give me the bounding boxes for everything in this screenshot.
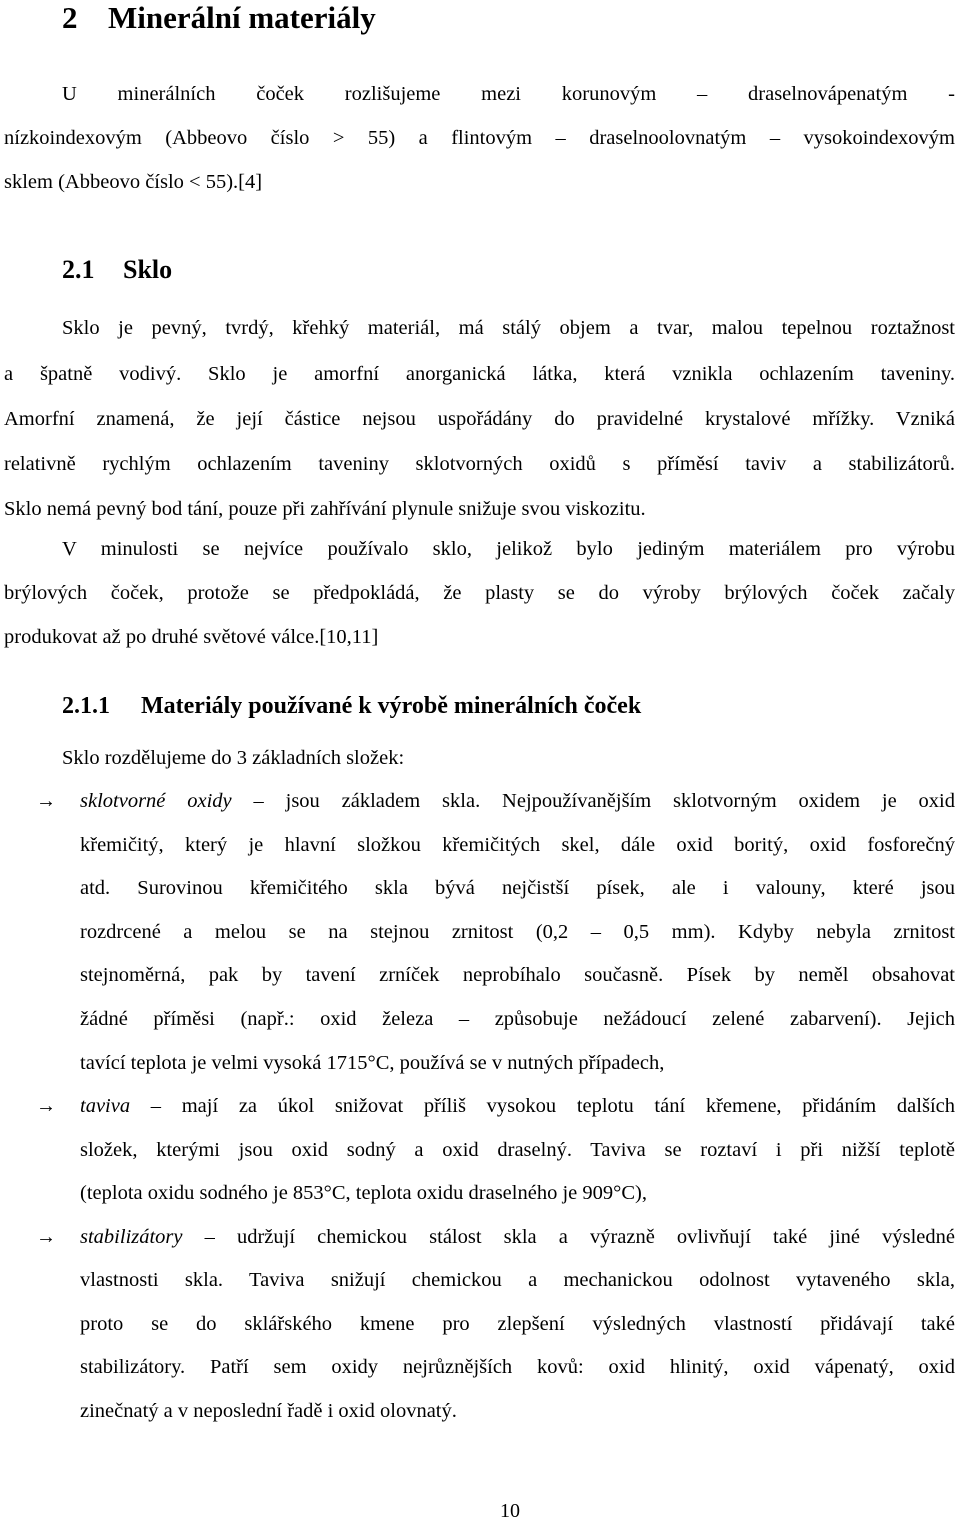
bullet-line: složek, kterými jsou oxid sodný a oxid draselný. Taviva se roztaví i při nižší teplotě bbox=[80, 1139, 955, 1161]
paragraph-line: Sklo je pevný, tvrdý, křehký materiál, má stálý objem a tvar, malou tepelnou roztažnost bbox=[62, 317, 955, 339]
bullet-line: stejnoměrná, pak by tavení zrníček neprobíhalo současně. Písek by neměl obsahovat bbox=[80, 964, 955, 986]
paragraph-line: Amorfní znamená, že její částice nejsou uspořádány do pravidelné krystalové mřížky. Vzniká bbox=[4, 408, 955, 430]
bullet-first-line bbox=[80, 1222, 955, 1252]
chapter-title: Minerální materiály bbox=[108, 0, 376, 35]
bullet-line: rozdrcené a melou se na stejnou zrnitost (0,2 – 0,5 mm). Kdyby nebyla zrnitost bbox=[80, 921, 955, 943]
bullet-line: zinečnatý a v neposlední řadě i oxid olovnatý. bbox=[80, 1400, 457, 1422]
chapter-heading bbox=[62, 0, 376, 38]
arrow-bullet-icon: → bbox=[36, 790, 56, 812]
paragraph-line: a špatně vodivý. Sklo je amorfní anorganická látka, která vznikla ochlazením taveniny. bbox=[4, 363, 955, 385]
bullet-line: křemičitý, který je hlavní složkou křemičitých skel, dále oxid boritý, oxid fosforečný bbox=[80, 834, 955, 856]
chapter-number: 2 bbox=[62, 0, 78, 35]
bullet-line: proto se do sklářského kmene pro zlepšení výsledných vlastností přidávají také bbox=[80, 1313, 955, 1335]
arrow-bullet-icon: → bbox=[36, 1226, 56, 1248]
bullet-line: tavící teplota je velmi vysoká 1715°C, používá se v nutných případech, bbox=[80, 1052, 665, 1074]
section-number: 2.1 bbox=[62, 255, 95, 284]
bullet-line: vlastnosti skla. Taviva snižují chemickou a mechanickou odolnost vytaveného skla, bbox=[80, 1269, 955, 1291]
section-heading bbox=[62, 250, 172, 290]
bullet-line: stabilizátory. Patří sem oxidy nejrůznějších kovů: oxid hlinitý, oxid vápenatý, oxid bbox=[80, 1356, 955, 1378]
components-intro: Sklo rozdělujeme do 3 základních složek: bbox=[62, 747, 405, 769]
paragraph-line: Sklo nemá pevný bod tání, pouze při zahřívání plynule snižuje svou viskozitu. bbox=[4, 498, 646, 520]
bullet-term: sklotvorné oxidy bbox=[80, 790, 232, 812]
arrow-bullet-icon: → bbox=[36, 1095, 56, 1117]
page-number: 10 bbox=[500, 1500, 520, 1522]
bullet-text: – udržují chemickou stálost skla a výrazně ovlivňují také jiné výsledné bbox=[182, 1226, 955, 1248]
bullet-text: – mají za úkol snižovat příliš vysokou teplotu tání křemene, přidáním dalších bbox=[130, 1095, 955, 1117]
bullet-first-line bbox=[80, 1091, 955, 1121]
bullet-line: (teplota oxidu sodného je 853°C, teplota oxidu draselného je 909°C), bbox=[80, 1182, 647, 1204]
intro-line: nízkoindexovým (Abbeovo číslo > 55) a flintovým – draselnoolovnatým – vysokoindexovým bbox=[4, 127, 955, 149]
intro-line: U minerálních čoček rozlišujeme mezi korunovým – draselnovápenatým - bbox=[62, 83, 955, 105]
bullet-text: – jsou základem skla. Nejpoužívanějším sklotvorným oxidem je oxid bbox=[231, 790, 955, 812]
subsection-heading bbox=[62, 686, 641, 726]
bullet-term: taviva bbox=[80, 1095, 131, 1117]
section-title: Sklo bbox=[123, 255, 173, 284]
paragraph-line: relativně rychlým ochlazením taveniny sklotvorných oxidů s příměsí taviv a stabilizátorů. bbox=[4, 453, 955, 475]
bullet-first-line bbox=[80, 786, 955, 816]
paragraph-line: brýlových čoček, protože se předpokládá, že plasty se do výroby brýlových čoček začaly bbox=[4, 582, 955, 604]
subsection-title: Materiály používané k výrobě minerálních čoček bbox=[141, 693, 642, 719]
intro-line: sklem (Abbeovo číslo < 55).[4] bbox=[4, 171, 263, 193]
subsection-number: 2.1.1 bbox=[62, 693, 110, 719]
bullet-term: stabilizátory bbox=[80, 1226, 183, 1248]
paragraph-line: produkovat až po druhé světové válce.[10,11] bbox=[4, 626, 379, 648]
bullet-line: atd. Surovinou křemičitého skla bývá nejčistší písek, ale i valouny, které jsou bbox=[80, 877, 955, 899]
paragraph-line: V minulosti se nejvíce používalo sklo, jelikož bylo jediným materiálem pro výrobu bbox=[62, 538, 955, 560]
bullet-line: žádné příměsi (např.: oxid železa – způsobuje nežádoucí zelené zabarvení). Jejich bbox=[80, 1008, 955, 1030]
